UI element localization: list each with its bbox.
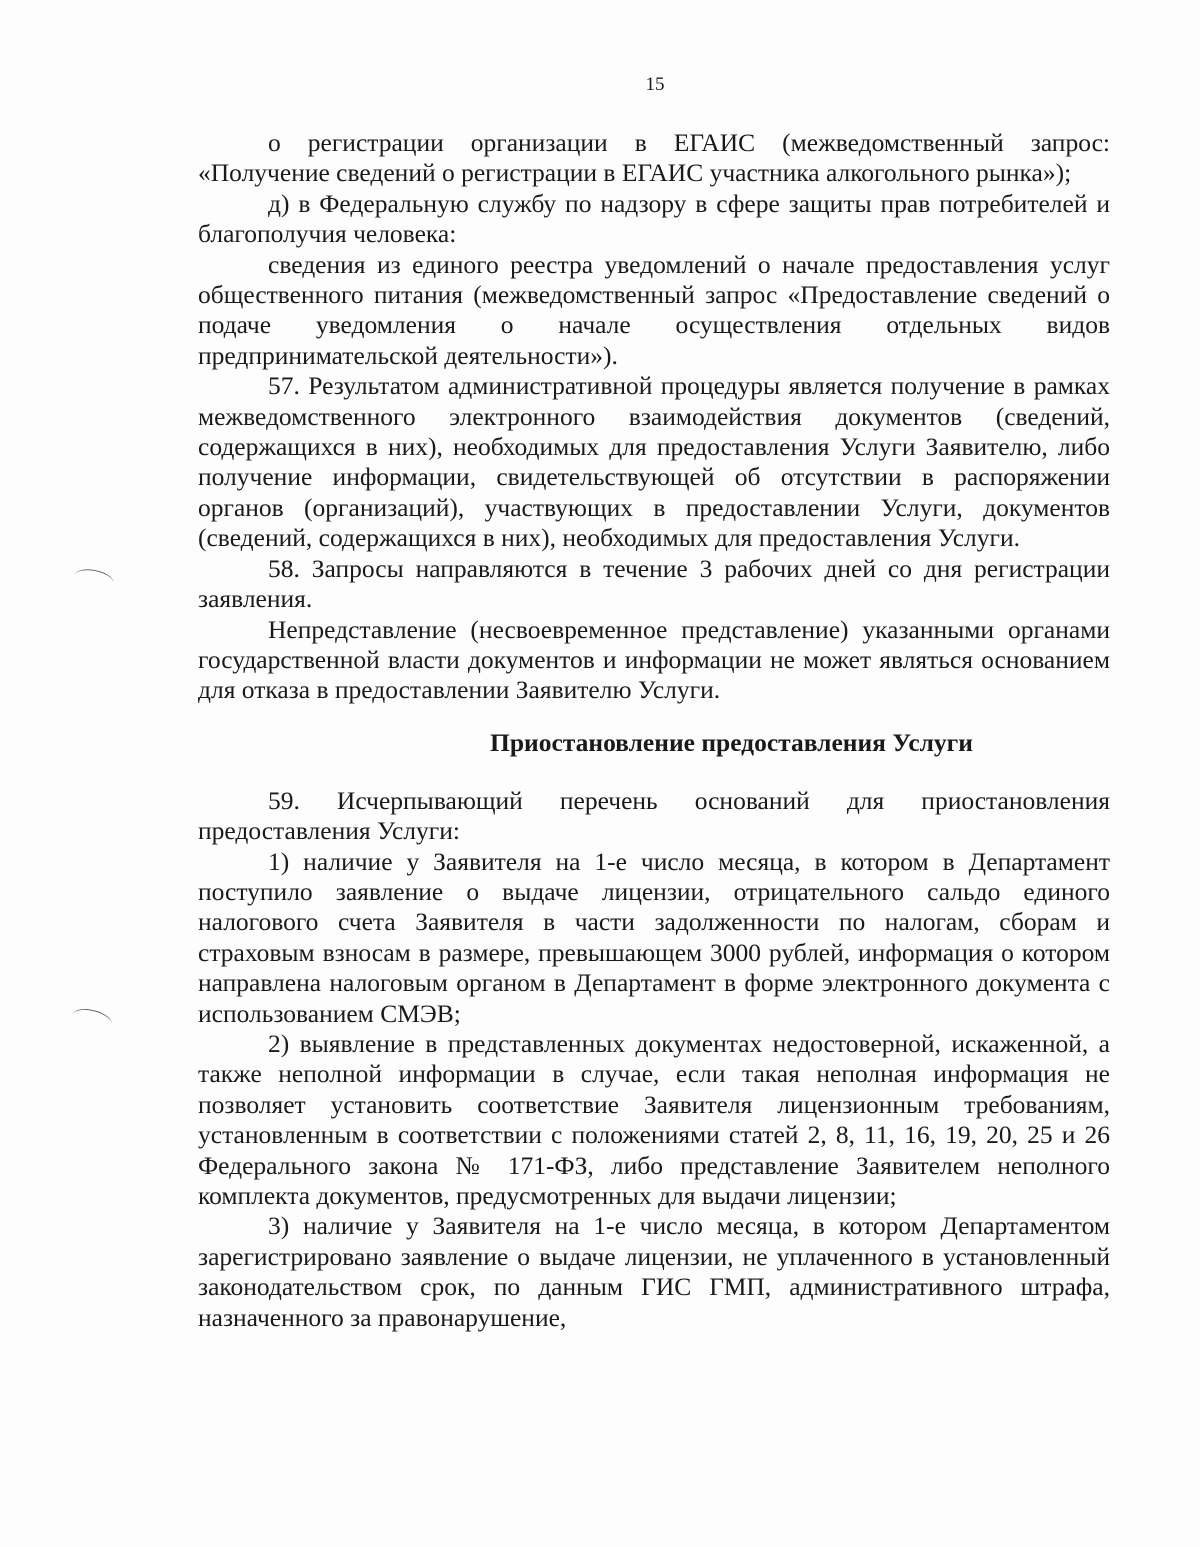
page-number: 15	[645, 74, 665, 95]
paragraph: 58. Запросы направляются в течение 3 рабочих дней со дня регистрации заявления.	[198, 553, 1110, 614]
paragraph: о регистрации организации в ЕГАИС (межведомственный запрос: «Получение сведений о регистрации в ЕГАИС участника алкогольного рынка»);	[198, 128, 1110, 188]
paragraph: д) в Федеральную службу по надзору в сфере защиты прав потребителей и благополучия человека:	[198, 188, 1110, 249]
paragraph: сведения из единого реестра уведомлений о начале предоставления услуг общественного питания (межведомственный запрос «Предоставление сведений о подаче уведомления о начале осуществления отдельных видов предпринимательской деятельности»).	[198, 249, 1110, 370]
section-heading: Приостановление предоставления Услуги	[490, 727, 973, 757]
paragraph: 3) наличие у Заявителя на 1-е число месяца, в котором Департаментом зарегистрировано заявление о выдаче лицензии, не уплаченного в установленный законодательством срок, по данным ГИС ГМП, административного штрафа, назначенного за правонарушение,	[198, 1211, 1110, 1332]
paragraph: 1) наличие у Заявителя на 1-е число месяца, в котором в Департамент поступило заявление о выдаче лицензии, отрицательного сальдо единого налогового счета Заявителя в части задолженности по налогам, сборам и страховым взносам в размере, превышающем 3000 рублей, информация о котором направлена налоговым органом в Департамент в форме электронного документа с использованием СМЭВ;	[198, 846, 1110, 1028]
paragraph: Непредставление (несвоевременное представление) указанными органами государственной власти документов и информации не может являться основанием для отказа в предоставлении Заявителю Услуги.	[198, 614, 1110, 705]
paragraph: 59. Исчерпывающий перечень оснований для приостановления предоставления Услуги:	[198, 785, 1110, 846]
binding-hole-mark	[70, 1005, 113, 1033]
document-body	[198, 128, 1110, 1333]
paragraph: 57. Результатом административной процедуры является получение в рамках межведомственного электронного взаимодействия документов (сведений, содержащихся в них), необходимых для предоставления Услуги Заявителю, либо получение информации, свидетельствующей об отсутствии в распоряжении органов (организаций), участвующих в предоставлении Услуги, документов (сведений, содержащихся в них), необходимых для предоставления Услуги.	[198, 371, 1110, 553]
binding-hole-mark	[72, 566, 115, 593]
paragraph: 2) выявление в представленных документах недостоверной, искаженной, а также неполной информации в случае, если такая неполная информация не позволяет установить соответствие Заявителя лицензионным требованиям, установленным в соответствии с положениями статей 2, 8, 11, 16, 19, 20, 25 и 26 Федерального закона № 171-ФЗ, либо представление Заявителем неполного комплекта документов, предусмотренных для выдачи лицензии;	[198, 1028, 1110, 1210]
